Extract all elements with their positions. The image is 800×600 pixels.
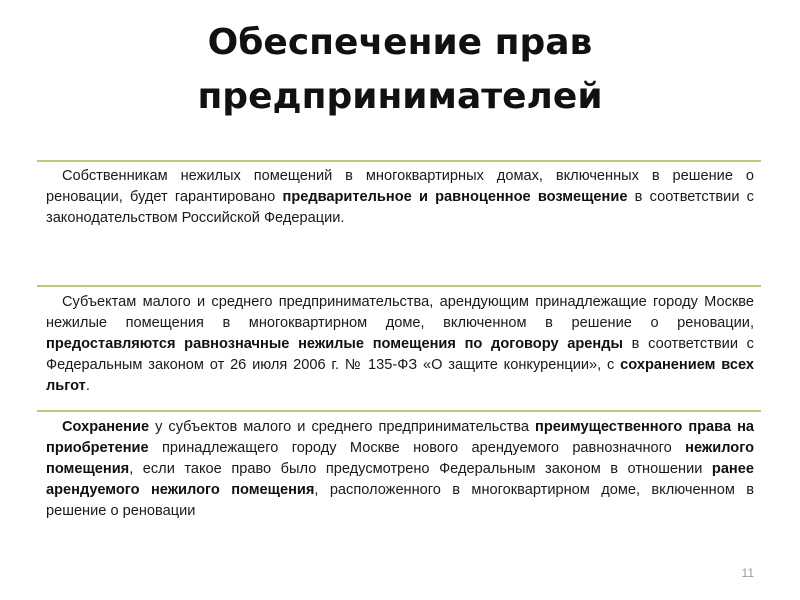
emphasis-text: ранее арендуемого нежилого помещения [46,461,754,498]
text-segment: в соответствии с законодательством Российской Федерации. [46,189,754,226]
slide-title [0,16,800,124]
text-segment: . [85,378,90,394]
emphasis-text: преимущественного права на приобретение [46,419,755,456]
text-segment: Собственникам нежилых помещений в многоквартирных домах, включенных в решение о реновации, будет гарантировано [46,168,754,205]
divider-line [37,160,761,162]
text-segment: , расположенного в многоквартирном доме, включенном в решение о реновации [46,482,754,519]
paragraph-property-owners [46,166,754,229]
text-segment: принадлежащего городу Москве нового арендуемого равнозначного [148,440,686,456]
divider-line [37,285,761,287]
slide-title-line-2: предпринимателей [197,76,603,117]
paragraph-purchase-right [46,417,754,522]
emphasis-text: предварительное и равноценное возмещение [282,189,628,205]
text-segment: , если такое право было предусмотрено Федеральным законом в отношении [129,461,712,477]
page-number: 11 [741,566,754,580]
text-segment: Субъектам малого и среднего предпринимательства, арендующим принадлежащие городу Москве нежилые помещения в многоквартирном доме, включенном в решение о реновации, [46,294,754,331]
slide-title-line-1: Обеспечение прав [207,22,593,63]
paragraph-small-business-tenants [46,292,754,397]
emphasis-text: Сохранение [62,419,150,435]
emphasis-text: предоставляются равнозначные нежилые помещения по договору аренды [46,336,623,352]
text-segment: в соответствии с Федеральным законом от 26 июля 2006 г. № 135-ФЗ «О защите конкуренции», с [46,336,754,373]
emphasis-text: нежилого помещения [46,440,754,477]
text-segment: у субъектов малого и среднего предпринимательства [149,419,536,435]
emphasis-text: сохранением всех льгот [46,357,754,394]
divider-line [37,410,761,412]
